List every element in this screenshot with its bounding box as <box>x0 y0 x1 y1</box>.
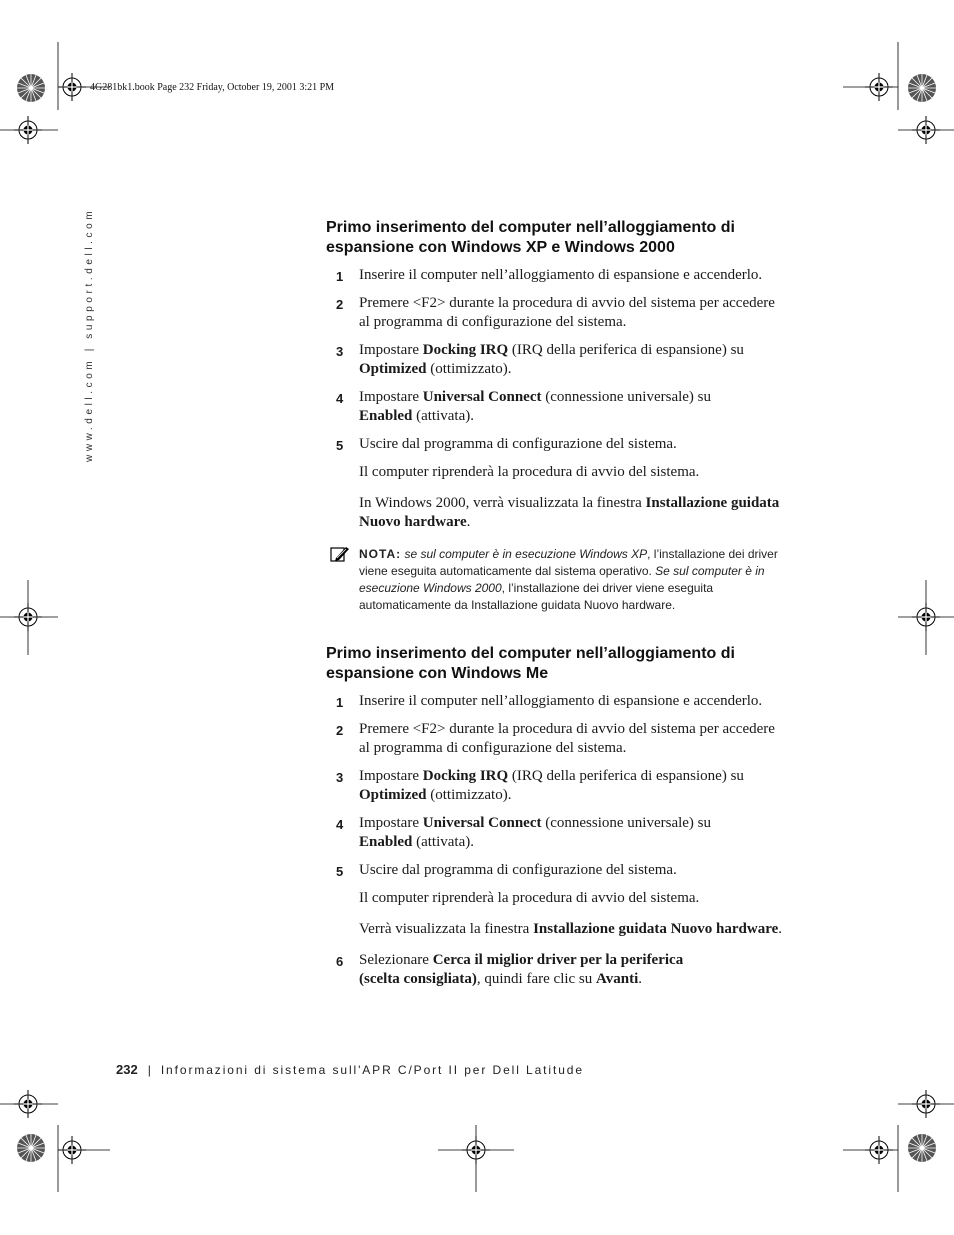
page-number: 232 <box>116 1062 138 1077</box>
steps-list-me <box>326 692 826 880</box>
list-item: 5 Uscire dal programma di configurazione del sistema. <box>336 436 677 453</box>
footer-separator: | <box>147 1063 151 1077</box>
wizard-paragraph: Verrà visualizzata la finestra Installazione guidata Nuovo hardware. <box>359 921 782 937</box>
win2000-wizard-paragraph: In Windows 2000, verrà visualizzata la finestra Installazione guidata Nuovo hardware. <box>359 495 780 530</box>
document-title: Informazioni di sistema sull'APR C/Port II per Dell Latitude <box>160 1063 584 1077</box>
note-label: NOTA: <box>359 547 402 561</box>
sidebar-url: www.dell.com | support.dell.com <box>84 207 95 462</box>
list-item: 2 Premere <F2> durante la procedura di avvio del sistema per accedere al programma di configurazione del sistema. <box>336 721 775 756</box>
boot-resume-paragraph: Il computer riprenderà la procedura di avvio del sistema. <box>359 890 700 906</box>
page-content <box>326 218 826 998</box>
list-item: 4 Impostare Universal Connect (connessione universale) su Enabled (attivata). <box>336 815 712 850</box>
list-item: 4 Impostare Universal Connect (connessione universale) su Enabled (attivata). <box>336 389 712 424</box>
boot-resume-paragraph: Il computer riprenderà la procedura di avvio del sistema. <box>359 464 700 480</box>
list-item: 2 Premere <F2> durante la procedura di avvio del sistema per accedere al programma di configurazione del sistema. <box>336 295 775 330</box>
list-item: 1 Inserire il computer nell’alloggiamento di espansione e accenderlo. <box>336 693 763 710</box>
list-item: 3 Impostare Docking IRQ (IRQ della periferica di espansione) su Optimized (ottimizzato). <box>336 342 744 377</box>
steps-list-xp-2000 <box>326 266 826 454</box>
list-item: 5 Uscire dal programma di configurazione del sistema. <box>336 862 677 879</box>
print-file-info: 4G281bk1.book Page 232 Friday, October 19, 2001 3:21 PM <box>90 82 335 93</box>
section-title-xp-2000: Primo inserimento del computer nell’alloggiamento di espansione con Windows XP e Windows 2000 <box>326 219 735 256</box>
list-item: 3 Impostare Docking IRQ (IRQ della periferica di espansione) su Optimized (ottimizzato). <box>336 768 744 803</box>
section-title-me: Primo inserimento del computer nell’alloggiamento di espansione con Windows Me <box>326 645 735 682</box>
list-item: 1 Inserire il computer nell’alloggiamento di espansione e accenderlo. <box>336 267 763 284</box>
page-footer <box>116 1062 584 1077</box>
steps-list-me-continued <box>326 951 826 989</box>
note-box: NOTA: se sul computer è in esecuzione Windows XP, l’installazione dei driver viene eseguita automaticamente dal sistema operativo. Se sul computer è in esecuzione Windows 2000, l’installazione dei driver viene eseguita automaticamente da Installazione guidata Nuovo hardware. <box>326 546 826 614</box>
pencil-note-icon <box>330 546 350 562</box>
list-item: 6 Selezionare Cerca il miglior driver per la periferica (scelta consigliata), quindi fare clic su Avanti. <box>336 952 684 987</box>
